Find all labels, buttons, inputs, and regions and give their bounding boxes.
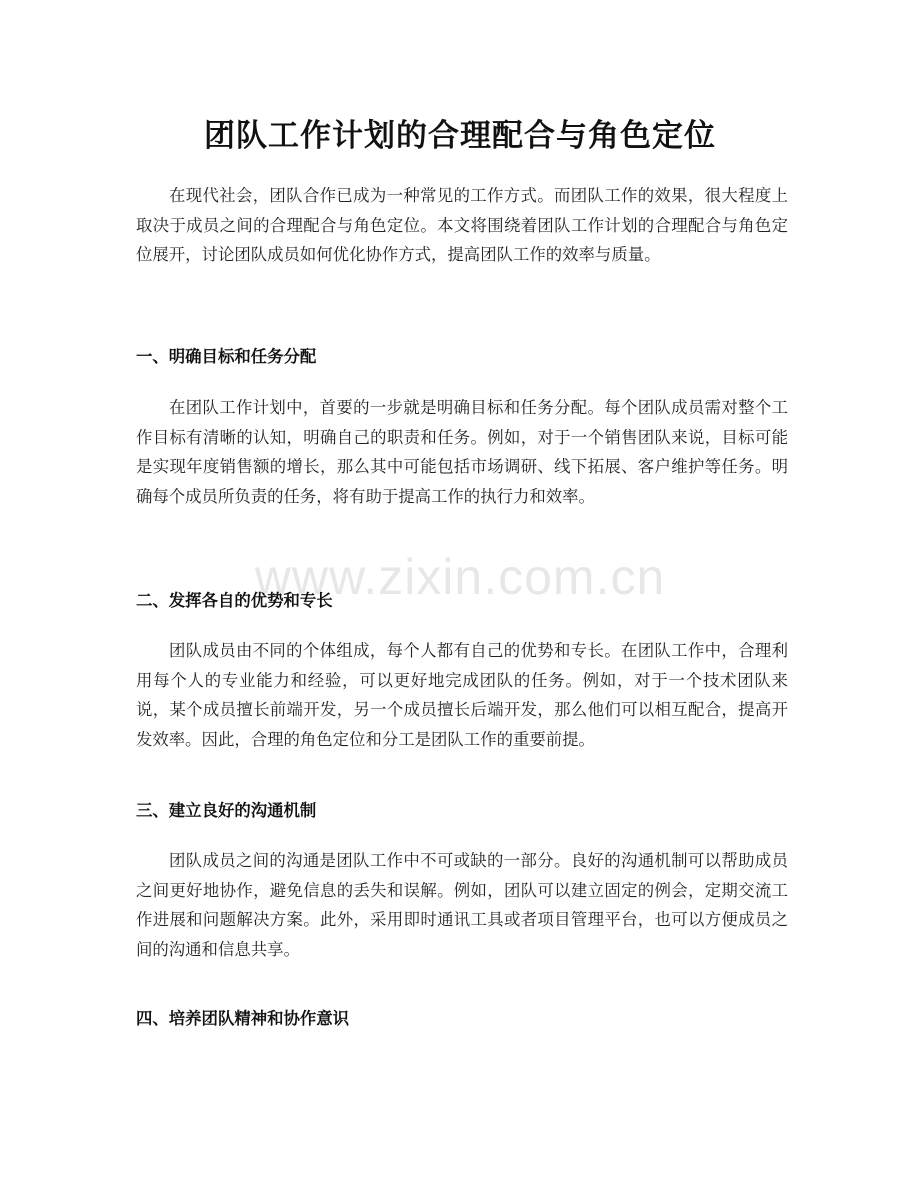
section-2-heading: 二、发挥各自的优势和专长	[136, 591, 333, 610]
section-3-paragraph: 团队成员之间的沟通是团队工作中不可或缺的一部分。良好的沟通机制可以帮助成员之间更好地协作，避免信息的丢失和误解。例如，团队可以建立固定的例会，定期交流工作进展和问题解决方案。此外，采用即时通讯工具或者项目管理平台，也可以方便成员之间的沟通和信息共享。	[136, 851, 788, 959]
section-1-paragraph: 在团队工作计划中，首要的一步就是明确目标和任务分配。每个团队成员需对整个工作目标有清晰的认知，明确自己的职责和任务。例如，对于一个销售团队来说，目标可能是实现年度销售额的增长，那么其中可能包括市场调研、线下拓展、客户维护等任务。明确每个成员所负责的任务，将有助于提高工作的执行力和效率。	[136, 398, 788, 506]
section-4-heading: 四、培养团队精神和协作意识	[136, 1009, 350, 1028]
watermark: www.zixin.com.cn	[254, 549, 666, 605]
document-title: 团队工作计划的合理配合与角色定位	[204, 118, 716, 154]
section-2-paragraph: 团队成员由不同的个体组成，每个人都有自己的优势和专长。在团队工作中，合理利用每个人的专业能力和经验，可以更好地完成团队的任务。例如，对于一个技术团队来说，某个成员擅长前端开发，另一个成员擅长后端开发，那么他们可以相互配合，提高开发效率。因此，合理的角色定位和分工是团队工作的重要前提。	[136, 641, 788, 749]
section-3-heading: 三、建立良好的沟通机制	[136, 801, 317, 820]
section-1-heading: 一、明确目标和任务分配	[136, 347, 317, 366]
intro-paragraph: 在现代社会，团队合作已成为一种常见的工作方式。而团队工作的效果，很大程度上取决于成员之间的合理配合与角色定位。本文将围绕着团队工作计划的合理配合与角色定位展开，讨论团队成员如何优化协作方式，提高团队工作的效率与质量。	[136, 186, 788, 264]
